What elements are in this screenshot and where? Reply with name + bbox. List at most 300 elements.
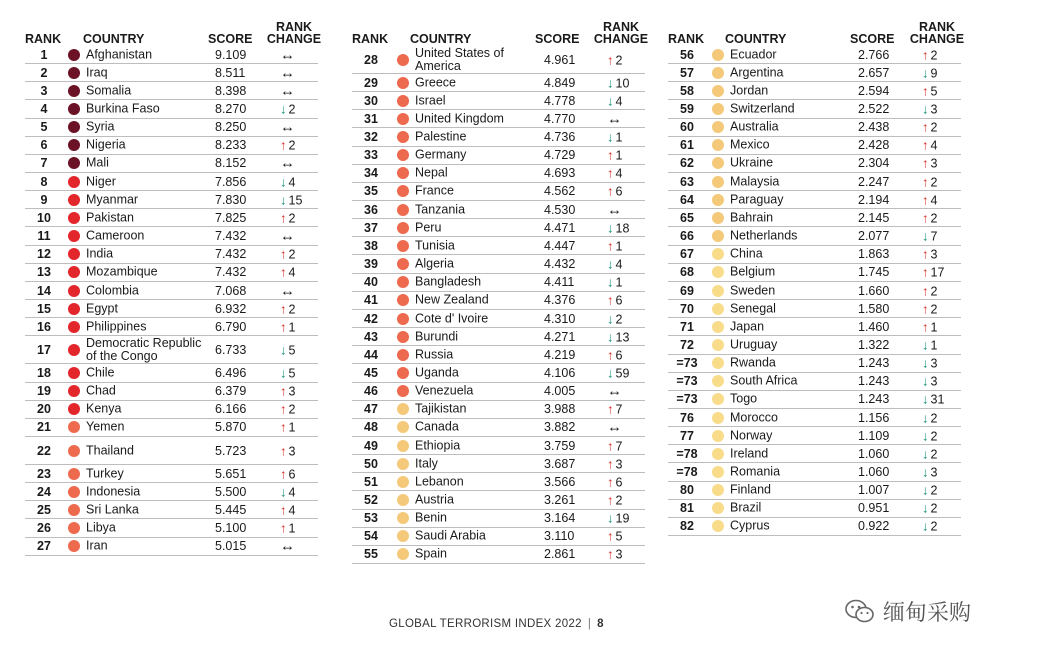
rank-cell: 31 <box>364 111 378 126</box>
table-row <box>668 391 961 409</box>
score-cell: 2.861 <box>544 547 576 562</box>
score-cell: 9.109 <box>215 47 247 62</box>
severity-dot <box>68 103 80 115</box>
table-row <box>352 237 645 255</box>
country-cell: Paraguay <box>730 192 784 207</box>
header-score: SCORE <box>208 32 253 46</box>
rank-change-cell <box>922 356 937 371</box>
rank-change-value: 17 <box>930 265 945 280</box>
country-cell: Niger <box>86 174 116 189</box>
severity-dot <box>397 440 409 452</box>
rank-cell: 32 <box>364 130 378 144</box>
country-cell: Malaysia <box>730 174 780 189</box>
score-cell: 4.961 <box>544 52 576 67</box>
severity-dot <box>397 367 409 379</box>
rank-change-value: 6 <box>615 184 623 199</box>
rank-cell: 3 <box>40 83 48 98</box>
arrow-up-icon: ↑ <box>280 520 287 536</box>
severity-dot <box>68 421 80 433</box>
score-cell: 1.109 <box>858 428 890 443</box>
country-cell: Nigeria <box>86 137 126 152</box>
rank-change-value: 2 <box>288 138 296 153</box>
arrow-up-icon: ↑ <box>607 238 614 254</box>
severity-dot <box>397 548 409 560</box>
rank-change-cell <box>607 130 622 145</box>
score-cell: 3.261 <box>544 493 576 507</box>
arrow-left-right-icon: ↔ <box>280 118 295 136</box>
arrow-down-icon: ↓ <box>922 464 929 480</box>
country-cell: Spain <box>415 546 447 561</box>
rank-change-cell <box>922 392 944 407</box>
rank-change-value: 2 <box>930 175 938 190</box>
score-cell: 4.849 <box>544 75 576 90</box>
rank-change-cell <box>280 247 295 262</box>
table-column-3 <box>668 10 965 534</box>
rank-cell: 65 <box>680 210 694 225</box>
country-cell: Finland <box>730 482 771 497</box>
arrow-down-icon: ↓ <box>280 484 287 500</box>
arrow-up-icon: ↑ <box>922 174 929 190</box>
table-row <box>668 282 961 300</box>
rank-cell: 49 <box>364 438 378 453</box>
table-row <box>352 219 645 237</box>
severity-dot <box>397 494 409 506</box>
country-cell: Germany <box>415 147 467 162</box>
table-row <box>352 328 645 346</box>
country-cell: Brazil <box>730 500 762 515</box>
rank-change-value: 3 <box>930 156 938 171</box>
header-rank-change-line1: RANK <box>602 20 640 34</box>
table-row <box>25 419 318 437</box>
score-cell: 7.432 <box>215 265 247 280</box>
footer-separator: | <box>587 618 592 630</box>
score-cell: 3.988 <box>544 402 576 417</box>
rank-cell: 22 <box>37 443 51 458</box>
country-cell: Morocco <box>730 410 778 425</box>
severity-dot <box>712 266 724 278</box>
table-row <box>668 173 961 191</box>
table-row <box>352 274 645 292</box>
score-cell: 4.411 <box>544 275 575 290</box>
rank-change-value: 4 <box>288 485 296 500</box>
table-column-1 <box>25 10 322 555</box>
arrow-down-icon: ↓ <box>922 482 929 498</box>
severity-dot <box>397 149 409 161</box>
rank-change-value: 15 <box>288 193 303 208</box>
header-country: COUNTRY <box>725 32 787 46</box>
arrow-up-icon: ↑ <box>607 474 614 490</box>
rank-cell: 18 <box>37 365 51 380</box>
country-cell: Tajikistan <box>415 401 467 416</box>
table-row <box>668 46 961 64</box>
arrow-down-icon: ↓ <box>922 410 929 426</box>
table-row <box>25 264 318 282</box>
rank-change-value: 1 <box>615 239 623 254</box>
severity-dot <box>712 285 724 297</box>
country-cell: Libya <box>86 520 116 535</box>
arrow-down-icon: ↓ <box>607 75 614 91</box>
rank-change-value: 2 <box>288 211 296 226</box>
table-row <box>25 191 318 209</box>
rank-change-cell <box>922 47 937 62</box>
rank-cell: 62 <box>680 156 694 171</box>
arrow-down-icon: ↓ <box>280 365 287 381</box>
arrow-down-icon: ↓ <box>280 342 287 358</box>
arrow-up-icon: ↑ <box>922 83 929 99</box>
rank-cell: 38 <box>364 238 378 253</box>
rank-change-cell <box>922 446 937 461</box>
table-row <box>25 64 318 82</box>
rank-cell: 1 <box>40 47 48 62</box>
rank-change-value: 3 <box>930 356 938 371</box>
rank-change-value: 6 <box>615 348 623 363</box>
score-cell: 6.379 <box>215 384 247 399</box>
arrow-down-icon: ↓ <box>607 311 614 326</box>
table-row <box>352 165 645 183</box>
country-cell: Switzerland <box>730 101 795 116</box>
rank-cell: 53 <box>364 511 378 526</box>
table-row <box>352 346 645 364</box>
severity-dot <box>712 484 724 496</box>
arrow-up-icon: ↑ <box>280 319 287 335</box>
rank-cell: 44 <box>364 347 378 362</box>
rank-change-cell <box>922 192 937 207</box>
arrow-up-icon: ↑ <box>607 438 614 454</box>
country-cell: Yemen <box>86 419 125 434</box>
table-row <box>352 510 645 528</box>
rank-change-value: 1 <box>615 148 623 163</box>
rank-change-value: 7 <box>615 402 623 417</box>
country-cell: Burkina Faso <box>86 101 160 116</box>
arrow-up-icon: ↑ <box>607 165 614 181</box>
rank-change-value: 6 <box>615 293 623 308</box>
table-row <box>352 201 645 219</box>
severity-dot <box>397 349 409 361</box>
score-cell: 7.068 <box>215 283 247 298</box>
page-footer <box>389 618 604 630</box>
rank-change-value: 10 <box>615 76 630 91</box>
rank-change-value: 2 <box>288 247 296 262</box>
arrow-down-icon: ↓ <box>922 337 929 353</box>
score-cell: 8.270 <box>215 102 247 116</box>
rank-change-cell <box>280 282 295 299</box>
header-rank: RANK <box>668 32 705 46</box>
severity-dot <box>712 393 724 405</box>
rank-cell: 5 <box>40 120 48 135</box>
severity-dot <box>68 385 80 397</box>
footer-title: GLOBAL TERRORISM INDEX 2022 <box>389 618 582 630</box>
arrow-left-right-icon: ↔ <box>280 154 295 172</box>
severity-dot <box>712 103 724 115</box>
severity-dot <box>68 85 80 97</box>
rank-change-cell <box>922 319 937 334</box>
rank-change-cell <box>607 238 622 253</box>
score-cell: 6.932 <box>215 301 247 316</box>
header-rank-change-line2: CHANGE <box>266 32 322 46</box>
arrow-left-right-icon: ↔ <box>280 537 295 555</box>
score-cell: 1.745 <box>858 265 890 280</box>
table-row <box>25 173 318 191</box>
score-cell: 8.233 <box>215 138 247 153</box>
severity-dot <box>68 303 80 315</box>
score-cell: 2.657 <box>858 65 890 80</box>
arrow-up-icon: ↑ <box>922 119 929 135</box>
rank-cell: 28 <box>364 52 378 67</box>
country-cell: Bahrain <box>730 210 774 225</box>
rank-cell: 35 <box>364 184 378 199</box>
rank-change-cell <box>922 210 937 225</box>
severity-dot <box>712 375 724 387</box>
severity-dot <box>68 403 80 415</box>
rank-change-cell <box>280 138 295 153</box>
rank-change-value: 1 <box>288 420 296 435</box>
rank-change-value: 5 <box>930 84 938 99</box>
country-cell: Ukraine <box>730 155 774 170</box>
rank-change-cell <box>922 229 937 244</box>
table-row <box>352 110 645 128</box>
rank-change-cell <box>607 347 622 362</box>
score-cell: 1.243 <box>858 356 890 371</box>
severity-dot <box>712 430 724 442</box>
rank-change-cell <box>280 265 295 280</box>
country-cell: Italy <box>415 456 438 471</box>
severity-dot <box>397 185 409 197</box>
table-row <box>352 128 645 146</box>
severity-dot <box>68 49 80 61</box>
rank-change-cell <box>922 483 937 498</box>
severity-dot <box>68 321 80 333</box>
header-rank-change <box>265 21 323 45</box>
severity-dot <box>397 421 409 433</box>
country-cell: Democratic Republic of the Congo <box>86 335 202 363</box>
rank-cell: 13 <box>37 265 51 280</box>
table-row <box>668 463 961 481</box>
rank-change-value: 2 <box>615 53 623 67</box>
arrow-up-icon: ↑ <box>922 192 929 208</box>
table-row <box>25 538 318 556</box>
table-row <box>25 483 318 501</box>
rank-cell: 39 <box>364 257 378 272</box>
rank-cell: 16 <box>37 319 51 334</box>
country-cell: Pakistan <box>86 210 134 225</box>
score-cell: 6.166 <box>215 402 247 417</box>
country-cell: Saudi Arabia <box>415 528 486 543</box>
score-cell: 1.322 <box>858 337 890 352</box>
table-row <box>668 264 961 282</box>
rank-cell: 9 <box>40 192 48 207</box>
severity-dot <box>68 445 80 457</box>
rank-change-cell <box>280 102 295 117</box>
arrow-up-icon: ↑ <box>922 155 929 171</box>
rank-change-value: 2 <box>615 312 623 326</box>
rank-change-cell <box>280 210 295 225</box>
table-row <box>25 100 318 118</box>
arrow-down-icon: ↓ <box>922 500 929 516</box>
score-cell: 2.077 <box>858 229 890 244</box>
country-cell: Bangladesh <box>415 274 482 289</box>
table-row <box>25 46 318 64</box>
score-cell: 8.152 <box>215 156 247 171</box>
table-row <box>25 364 318 382</box>
arrow-up-icon: ↑ <box>280 246 287 262</box>
rank-change-cell <box>280 319 295 334</box>
table-row <box>668 373 961 391</box>
rank-cell: 80 <box>680 483 694 498</box>
table-row <box>668 300 961 318</box>
table-row <box>352 528 645 546</box>
country-cell: Chad <box>86 383 116 398</box>
rank-change-value: 2 <box>930 411 938 426</box>
severity-dot <box>712 248 724 260</box>
table-row <box>668 355 961 373</box>
rank-change-value: 3 <box>288 444 296 458</box>
rank-change-cell <box>607 52 622 67</box>
severity-dot <box>397 294 409 306</box>
score-cell: 2.766 <box>858 47 890 62</box>
score-cell: 5.500 <box>215 484 247 499</box>
severity-dot <box>712 412 724 424</box>
table-row <box>668 82 961 100</box>
rank-change-cell <box>280 192 302 207</box>
score-cell: 3.882 <box>544 420 576 435</box>
rank-cell: 24 <box>37 484 51 499</box>
rank-cell: 7 <box>40 156 48 171</box>
rank-cell: 56 <box>680 47 694 62</box>
severity-dot <box>397 331 409 343</box>
severity-dot <box>68 157 80 169</box>
rank-change-cell <box>280 155 295 172</box>
rank-change-cell <box>922 120 937 135</box>
score-cell: 3.759 <box>544 438 576 453</box>
country-cell: Philippines <box>86 319 147 334</box>
arrow-up-icon: ↑ <box>607 528 614 544</box>
score-cell: 4.471 <box>544 220 576 235</box>
rank-change-cell <box>607 419 622 436</box>
table-row <box>25 437 318 465</box>
table-row <box>668 137 961 155</box>
score-cell: 1.007 <box>858 483 890 498</box>
rank-cell: 51 <box>364 474 378 489</box>
rank-change-value: 4 <box>288 175 296 190</box>
rank-change-value: 19 <box>615 511 630 526</box>
arrow-up-icon: ↑ <box>607 183 614 199</box>
table-row <box>25 246 318 264</box>
arrow-up-icon: ↑ <box>280 301 287 317</box>
score-cell: 1.580 <box>858 301 890 316</box>
severity-dot <box>397 131 409 143</box>
rank-cell: 71 <box>680 319 694 334</box>
rank-cell: 66 <box>680 229 694 244</box>
score-cell: 4.693 <box>544 166 576 181</box>
rank-cell: 81 <box>680 501 694 516</box>
rank-change-cell <box>607 511 629 526</box>
rank-change-cell <box>280 484 295 499</box>
rank-change-value: 2 <box>288 402 296 417</box>
score-cell: 5.723 <box>215 443 247 458</box>
country-cell: South Africa <box>730 373 798 388</box>
score-cell: 4.376 <box>544 293 576 308</box>
severity-dot <box>712 67 724 79</box>
table-row <box>352 401 645 419</box>
table-row <box>352 46 645 74</box>
score-cell: 6.790 <box>215 319 247 334</box>
rank-cell: 77 <box>680 428 694 443</box>
country-cell: Ecuador <box>730 47 777 62</box>
header-country: COUNTRY <box>410 32 472 46</box>
rank-cell: 23 <box>37 466 51 481</box>
score-cell: 4.729 <box>544 148 576 163</box>
score-cell: 3.687 <box>544 456 576 471</box>
arrow-up-icon: ↑ <box>607 347 614 363</box>
score-cell: 5.015 <box>215 539 247 554</box>
severity-dot <box>712 448 724 460</box>
table-row <box>668 246 961 264</box>
country-cell: Canada <box>415 419 459 434</box>
rank-change-cell <box>280 538 295 555</box>
arrow-down-icon: ↓ <box>607 93 614 109</box>
rank-change-cell <box>607 311 622 326</box>
country-cell: Thailand <box>86 443 134 457</box>
severity-dot <box>68 67 80 79</box>
country-cell: Australia <box>730 119 779 134</box>
table-row <box>352 455 645 473</box>
arrow-left-right-icon: ↔ <box>607 110 622 128</box>
score-cell: 2.304 <box>858 156 890 171</box>
severity-dot <box>712 176 724 188</box>
rank-change-value: 2 <box>930 501 938 516</box>
score-cell: 0.951 <box>858 501 890 516</box>
table-row <box>352 437 645 455</box>
country-cell: Jordan <box>730 83 769 98</box>
arrow-up-icon: ↑ <box>922 246 929 262</box>
severity-dot <box>68 468 80 480</box>
table-row <box>352 383 645 401</box>
score-cell: 7.432 <box>215 229 247 244</box>
table-row <box>352 364 645 382</box>
severity-dot <box>397 385 409 397</box>
score-cell: 2.194 <box>858 192 890 207</box>
rank-change-cell <box>280 119 295 136</box>
country-cell: Belgium <box>730 264 776 279</box>
severity-dot <box>397 95 409 107</box>
country-cell: Austria <box>415 492 454 507</box>
rank-cell: 54 <box>364 529 378 544</box>
country-cell: Cameroon <box>86 228 145 243</box>
table-header <box>668 10 965 46</box>
rank-change-cell <box>922 102 937 117</box>
rank-change-value: 1 <box>930 320 938 335</box>
table-header <box>25 10 322 46</box>
rank-cell: =78 <box>676 446 698 461</box>
rank-cell: 82 <box>680 519 694 534</box>
table-row <box>668 119 961 137</box>
arrow-down-icon: ↓ <box>607 256 614 272</box>
country-cell: Greece <box>415 75 456 90</box>
severity-dot <box>397 54 409 66</box>
rank-change-value: 4 <box>615 257 623 272</box>
rank-change-cell <box>922 247 937 262</box>
rank-cell: 14 <box>37 283 51 298</box>
table-row <box>25 336 318 364</box>
arrow-left-right-icon: ↔ <box>607 382 622 400</box>
rank-cell: =78 <box>676 465 698 479</box>
rank-change-value: 3 <box>930 465 938 480</box>
rank-change-cell <box>922 410 937 425</box>
severity-dot <box>397 258 409 270</box>
rank-cell: 70 <box>680 301 694 316</box>
rank-cell: 46 <box>364 384 378 399</box>
rank-change-value: 7 <box>615 439 623 454</box>
